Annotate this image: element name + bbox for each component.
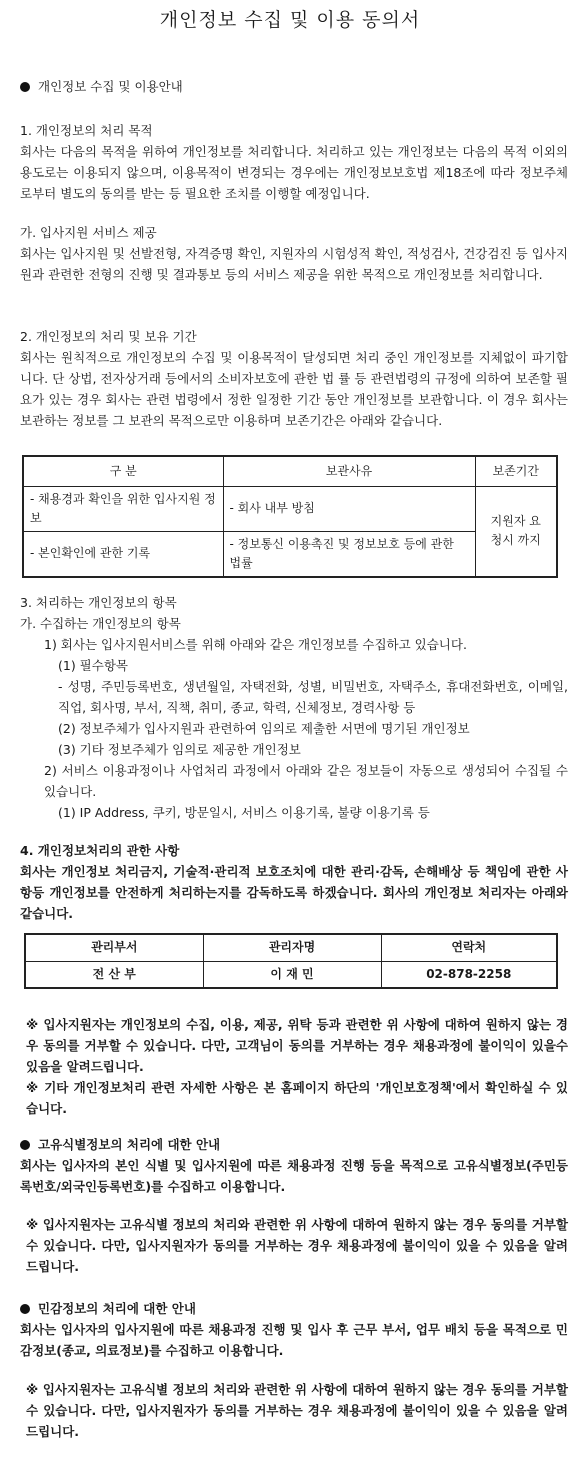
- section-3-item-1-3: (3) 기타 정보주체가 임의로 제공한 개인정보: [58, 742, 301, 757]
- retention-row-2-reason: - 정보통신 이용촉진 및 정보보호 등에 관한 법률: [223, 531, 475, 577]
- intro-heading-text: 개인정보 수집 및 이용안내: [38, 79, 183, 94]
- section-1-body: 회사는 다음의 목적을 위하여 개인정보를 처리합니다. 처리하고 있는 개인정보는 다음의 목적 이외의 용도로는 이용되지 않으며, 이용목적이 변경되는 경우에는 개인정보보호법 제18조에 따라 정보주체로부터 별도의 동의를 받는 등 필요한 조치를 이행할 예정입니다.: [20, 144, 568, 201]
- section-4-body: 회사는 개인정보 처리금지, 기술적·관리적 보호조치에 대한 관리·감독, 손해배상 등 책임에 관한 사항등 개인정보를 안전하게 처리하는지를 감독하도록 하겠습니다. 회사의 개인정보 처리자는 아래와 같습니다.: [20, 864, 568, 921]
- document-title: 개인정보 수집 및 이용 동의서: [159, 9, 421, 31]
- manager-table: [24, 933, 558, 989]
- retention-table-wrap: [22, 455, 558, 578]
- manager-dept: 전 산 부: [25, 961, 203, 988]
- bullet-icon: [20, 1304, 30, 1314]
- section-1-heading: 1. 개인정보의 처리 목적: [20, 123, 153, 138]
- section-3-item-1: 1) 회사는 입사지원서비스를 위해 아래와 같은 개인정보를 수집하고 있습니다.: [44, 637, 467, 652]
- unique-section-body: 회사는 입사자의 본인 식별 및 입사지원에 따른 채용과정 진행 등을 목적으로 고유식별정보(주민등록번호/외국인등록번호)를 수집하고 이용합니다.: [20, 1158, 568, 1194]
- section-2-body: 회사는 원칙적으로 개인정보의 수집 및 이용목적이 달성되면 처리 중인 개인정보를 지체없이 파기합니다. 단 상법, 전자상거래 등에서의 소비자보호에 관한 법 률 등 관련법령의 규정에 의하여 보존할 필요가 있는 경우 회사는 관련 법령에서 정한 일정한 기간 동안 개인정보를 보관합니다. 이 경우 회사는 보관하는 정보를 그 보관의 목적으로만 이용하며 보존기간은 아래와 같습니다.: [20, 350, 568, 428]
- retention-header-reason: 보관사유: [223, 456, 475, 486]
- section-3-item-1-2: (2) 정보주체가 입사지원과 관련하여 임의로 제출한 서면에 명기된 개인정보: [58, 721, 470, 736]
- sensitive-heading-text: 민감정보의 처리에 대한 안내: [38, 1301, 196, 1316]
- section-4: [20, 840, 568, 924]
- sensitive-section-heading: [20, 1298, 568, 1319]
- retention-row-1-reason: - 회사 내부 방침: [223, 486, 475, 531]
- unique-heading-text: 고유식별정보의 처리에 대한 안내: [38, 1137, 221, 1152]
- sensitive-section-body: 회사는 입사자의 입사지원에 따른 채용과정 진행 및 입사 후 근무 부서, 업무 배치 등을 목적으로 민감정보(종교, 의료정보)를 수집하고 이용합니다.: [20, 1322, 568, 1358]
- intro-section-heading: [20, 76, 568, 97]
- unique-section-heading: [20, 1134, 568, 1155]
- section-3-heading: 3. 처리하는 개인정보의 항목: [20, 595, 177, 610]
- notes: [20, 1014, 568, 1119]
- section-2: [20, 326, 568, 431]
- note-2: ※ 기타 개인정보처리 관련 자세한 사항은 본 홈페이지 하단의 '개인보호정책'에서 확인하실 수 있습니다.: [26, 1080, 568, 1116]
- unique-section-note: ※ 입사지원자는 고유식별 정보의 처리와 관련한 위 사항에 대하여 원하지 않는 경우 동의를 거부할 수 있습니다. 다만, 입사지원자가 동의를 거부하는 경우 채용과정에 불이익이 있을 수 있음을 알려드립니다.: [26, 1217, 568, 1274]
- section-4-heading: 4. 개인정보처리의 관한 사항: [20, 843, 180, 858]
- manager-table-wrap: [24, 933, 558, 989]
- section-3-required-list: - 성명, 주민등록번호, 생년월일, 자택전화, 성별, 비밀번호, 자택주소, 휴대전화번호, 이메일, 직업, 회사명, 부서, 직책, 취미, 종교, 학력, 신체정보, 경력사항 등: [58, 679, 568, 715]
- sensitive-section-note: ※ 입사지원자는 고유식별 정보의 처리와 관련한 위 사항에 대하여 원하지 않는 경우 동의를 거부할 수 있습니다. 다만, 입사지원자가 동의를 거부하는 경우 채용과정에 불이익이 있을 수 있음을 알려드립니다.: [26, 1382, 568, 1439]
- section-3-item-1-1: (1) 필수항목: [58, 658, 128, 673]
- manager-name: 이 재 민: [203, 961, 381, 988]
- section-2-heading: 2. 개인정보의 처리 및 보유 기간: [20, 329, 197, 344]
- retention-row-1-category: - 채용경과 확인을 위한 입사지원 정보: [23, 486, 223, 531]
- bullet-icon: [20, 82, 30, 92]
- retention-table: [22, 455, 558, 578]
- manager-header-dept: 관리부서: [25, 934, 203, 961]
- manager-contact: 02-878-2258: [381, 961, 557, 988]
- retention-period: 지원자 요청시 까지: [475, 486, 557, 577]
- manager-table-header: [25, 934, 557, 961]
- retention-table-header: [23, 456, 557, 486]
- retention-header-category: 구 분: [23, 456, 223, 486]
- retention-row-2-category: - 본인확인에 관한 기록: [23, 531, 223, 577]
- section-1a-heading: 가. 입사지원 서비스 제공: [20, 225, 157, 240]
- manager-header-name: 관리자명: [203, 934, 381, 961]
- retention-header-period: 보존기간: [475, 456, 557, 486]
- section-1: [20, 120, 568, 204]
- section-1a-body: 회사는 입사지원 및 선발전형, 자격증명 확인, 지원자의 시험성적 확인, 적성검사, 건강검진 등 입사지원과 관련한 전형의 진행 및 결과통보 등의 서비스 제공을 위한 목적으로 개인정보를 처리합니다.: [20, 246, 568, 282]
- bullet-icon: [20, 1140, 30, 1150]
- note-1: ※ 입사지원자는 개인정보의 수집, 이용, 제공, 위탁 등과 관련한 위 사항에 대하여 원하지 않는 경우 동의를 거부할 수 있습니다. 다만, 고객님이 동의를 거부하는 경우 채용과정에 불이익이 있을수 있음을 알려드립니다.: [26, 1017, 568, 1074]
- table-row: [23, 486, 557, 531]
- manager-header-contact: 연락처: [381, 934, 557, 961]
- section-3-sub-a: 가. 수집하는 개인정보의 항목: [20, 616, 181, 631]
- section-3: [20, 592, 568, 823]
- section-3-item-2-1: (1) IP Address, 쿠키, 방문일시, 서비스 이용기록, 불량 이용기록 등: [58, 805, 430, 820]
- section-1a: [20, 222, 568, 285]
- section-3-item-2: 2) 서비스 이용과정이나 사업처리 과정에서 아래와 같은 정보들이 자동으로 생성되어 수집될 수 있습니다.: [44, 763, 568, 799]
- table-row: [25, 961, 557, 988]
